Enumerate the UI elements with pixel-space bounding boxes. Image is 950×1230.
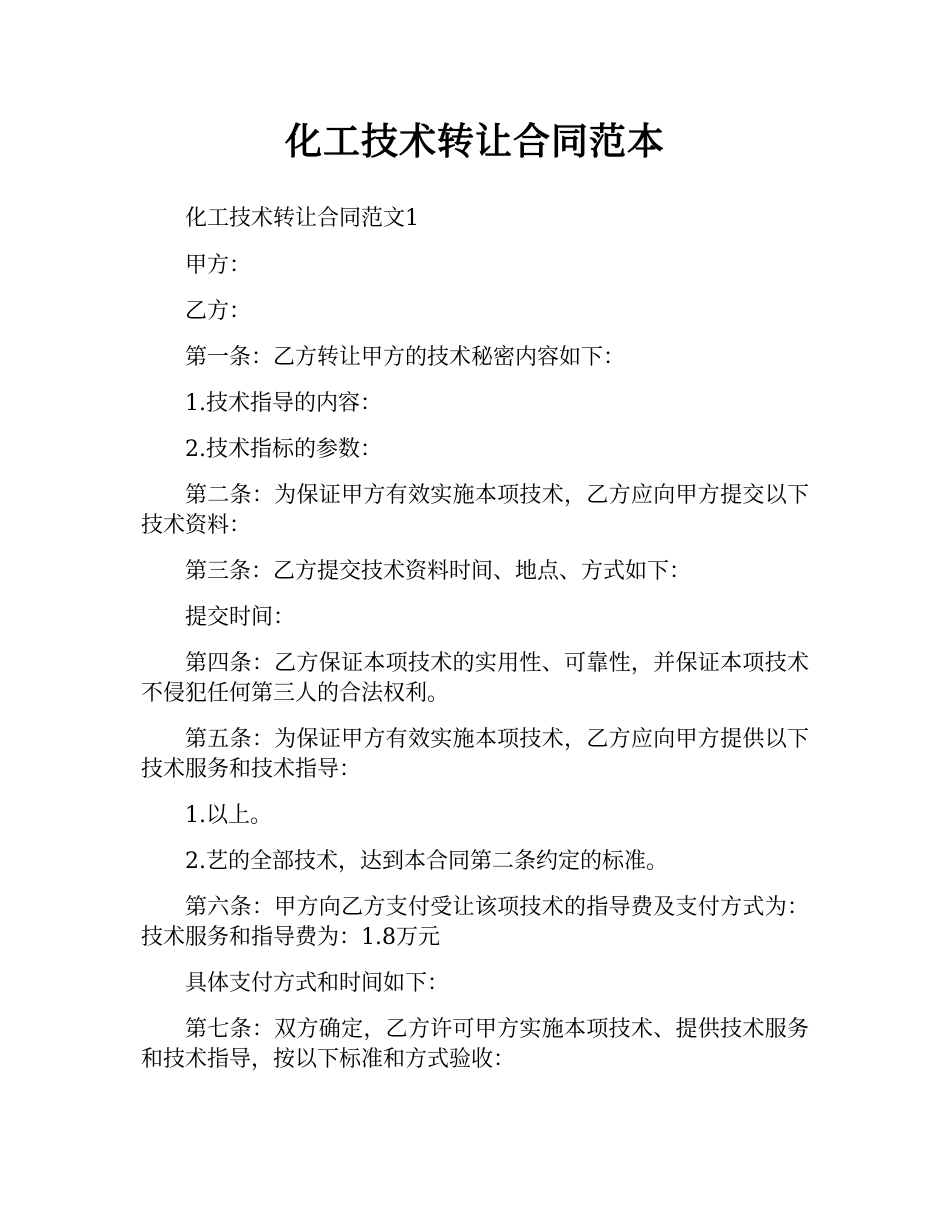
paragraph-submit-time: 提交时间： <box>185 605 296 630</box>
paragraph-article-3: 第三条：乙方提交技术资料时间、地点、方式如下： <box>185 559 692 584</box>
document-body <box>141 204 809 1091</box>
paragraph-item: 1.技术指导的内容： <box>185 391 382 416</box>
paragraph-party-a: 甲方： <box>185 253 252 278</box>
paragraph-payment: 具体支付方式和时间如下： <box>185 971 450 996</box>
paragraph-item: 2.技术指标的参数： <box>185 437 382 462</box>
paragraph-article-5: 第五条：为保证甲方有效实施本项技术，乙方应向甲方提供以下技术服务和技术指导： <box>141 727 809 782</box>
paragraph-article-4: 第四条：乙方保证本项技术的实用性、可靠性，并保证本项技术不侵犯任何第三人的合法权利。 <box>141 651 809 706</box>
paragraph-article-1: 第一条：乙方转让甲方的技术秘密内容如下： <box>185 345 626 370</box>
paragraph-article-6: 第六条：甲方向乙方支付受让该项技术的指导费及支付方式为：技术服务和指导费为：1.8万元 <box>141 895 809 950</box>
paragraph-article-7: 第七条：双方确定，乙方许可甲方实施本项技术、提供技术服务和技术指导，按以下标准和方式验收： <box>141 1017 809 1072</box>
paragraph-heading: 化工技术转让合同范文1 <box>185 206 419 231</box>
paragraph-article-2: 第二条：为保证甲方有效实施本项技术，乙方应向甲方提交以下技术资料： <box>141 483 809 538</box>
paragraph-item: 2.艺的全部技术，达到本合同第二条约定的标准。 <box>185 849 668 874</box>
paragraph-party-b: 乙方： <box>185 299 252 324</box>
document-title: 化工技术转让合同范本 <box>285 120 665 163</box>
paragraph-item: 1.以上。 <box>185 803 272 828</box>
